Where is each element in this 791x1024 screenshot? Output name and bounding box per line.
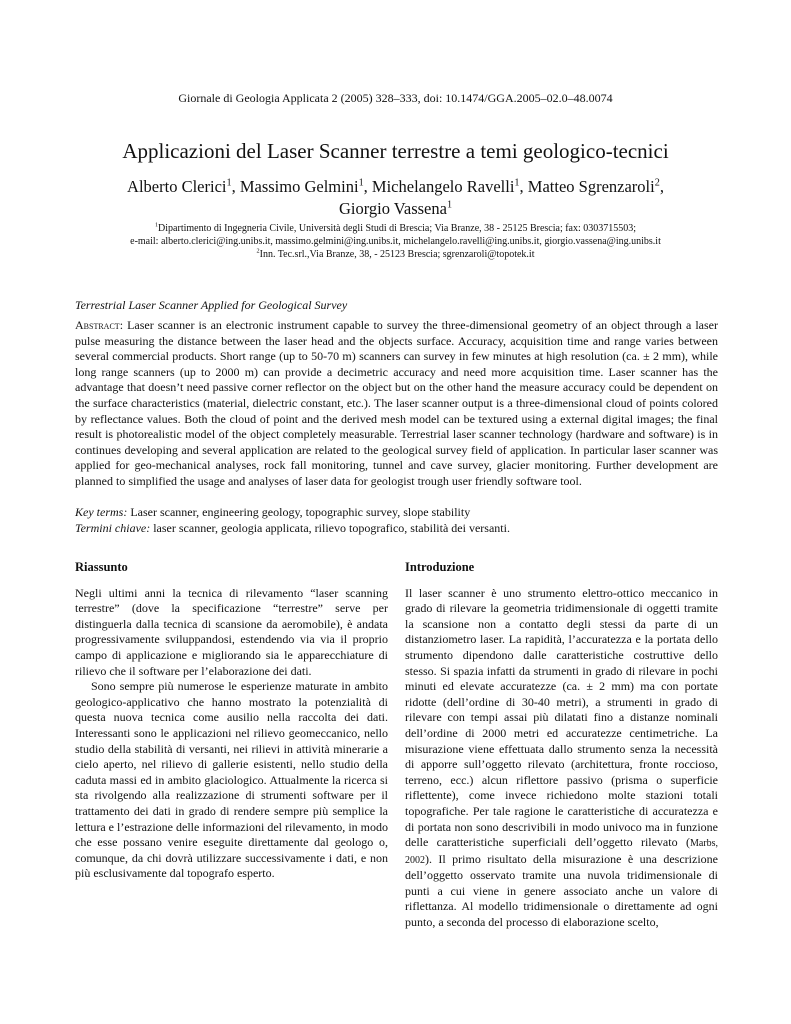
author-name: Giorgio Vassena (338, 199, 447, 218)
author-affil-mark: 1 (446, 199, 453, 211)
author-list (60, 176, 731, 220)
author-separator: , (363, 177, 372, 196)
paragraph-text: ). Il primo risultato della misurazione è una descrizione dell’oggetto osservato tramite una nuvola tridimensionale di punti a cui viene in genere associato anche un valore di riflettanza. Al modello tridimensionale o direttamente ad ogni punto, a seconda del processo di elaborazione scelto, (405, 851, 718, 930)
author-name: Alberto Clerici (127, 177, 227, 196)
author-affil-mark: 1 (226, 177, 232, 189)
author-separator: , (659, 177, 664, 196)
author-name: Massimo Gelmini (239, 177, 359, 196)
author-separator: , (231, 177, 240, 196)
riassunto-column (75, 560, 388, 882)
affiliation-line (40, 222, 751, 235)
author-affil-mark: 2 (654, 177, 660, 189)
journal-citation: Giornale di Geologia Applicata 2 (2005) 328–333, doi: 10.1474/GGA.2005–02.0–48.0074 (178, 91, 613, 105)
english-title: Terrestrial Laser Scanner Applied for Geological Survey (75, 298, 348, 312)
affiliation-line (40, 248, 751, 261)
section-heading: Riassunto (75, 560, 128, 574)
key-terms-value: Laser scanner, engineering geology, topographic survey, slope stability (130, 505, 471, 519)
author-name: Michelangelo Ravelli (371, 177, 515, 196)
affiliation-text: Inn. Tec.srl.,Via Branze, 38, - 25123 Brescia; sgrenzaroli@topotek.it (259, 249, 535, 260)
affiliation-mark: 2 (256, 247, 260, 255)
paper-title: Applicazioni del Laser Scanner terrestre a temi geologico-tecnici (122, 139, 669, 163)
affiliations (40, 222, 751, 261)
affiliation-text: Dipartimento di Ingegneria Civile, Università degli Studi di Brescia; Via Branze, 38 - 25125 Brescia; fax: 0303715503; (158, 223, 637, 234)
author-name: Matteo Sgrenzaroli (527, 177, 655, 196)
citation: Marbs, 2002 (405, 838, 718, 866)
author-separator: , (519, 177, 528, 196)
termini-chiave-label: Termini chiave: (75, 520, 151, 535)
author-affil-mark: 1 (514, 177, 520, 189)
introduzione-column (405, 560, 718, 931)
key-terms (75, 505, 718, 521)
abstract: Abstract: Laser scanner is an electronic instrument capable to survey the three-dimensional geometry of an object through a laser pulse measuring the distance between the laser head and the objects surface. Accuracy, acquisition time and range varies between several commercial products. Short range (up to 50-70 m) scanners can survey in few minutes at high resolution (ca. ± 2 mm), while long range scanners (up to 2000 m) can provide a decimetric accuracy and need more acquisition time. Laser scanner has the advantage that doesn’t need passive corner reflector on the object but on the other hand the measure accuracy could be dependent on the surface characteristics (material, dielectric constant, etc.). The laser scanner output is a three-dimensional cloud of points colored by reflectance values. Both the cloud of point and the derived mesh model can be textured using a external digital images; the final result is photorealistic model of the object completely measurable. Terrestrial laser scanner technology (hardware and software) is in continues developing and several application are related to the geological survey field of application. In particular laser scanner was applied for geo-mechanical analyses, rock fall monitoring, tunnel and cave survey, glacier monitoring. Further development are planned to simplified the usage and analyses of laser data for geologist trough user friendly software tool. (75, 318, 718, 488)
abstract-text: Laser scanner is an electronic instrument capable to survey the three-dimensional geometry of an object through a laser pulse measuring the distance between the laser head and the objects surface. Accuracy, acquisition time and range varies between several commercial products. Short range (up to 50-70 m) scanners can survey in few minutes at high resolution (ca. ± 2 mm), while long range scanners (up to 2000 m) can provide a decimetric accuracy and need more acquisition time. Laser scanner has the advantage that doesn’t need passive corner reflector on the object but on the other hand the measure accuracy could be dependent on the surface characteristics (material, dielectric constant, etc.). The laser scanner output is a three-dimensional cloud of points colored by reflectance values. Both the cloud of point and the derived mesh model can be textured using a external digital images; the final result is photorealistic model of the object completely measurable. Terrestrial laser scanner technology (hardware and software) is in continues developing and several application are related to the geological survey field of application. In particular laser scanner was applied for geo-mechanical analyses, rock fall monitoring, tunnel and cave survey, glacier monitoring. Further development are planned to simplified the usage and analyses of laser data for geologist trough user friendly software tool. (75, 318, 718, 488)
affiliation-mark: 1 (154, 221, 159, 229)
paragraph (405, 586, 718, 931)
keywords (75, 505, 718, 536)
section-heading: Introduzione (405, 560, 475, 574)
key-terms-label: Key terms: (75, 505, 128, 519)
paragraph: Sono sempre più numerose le esperienze maturate in ambito geologico-applicativo che hanno mostrato la potenzialità di questa nuova tecnica come ausilio nella raccolta dei dati. Interessanti sono le applicazioni nel rilievo geomeccanico, nello studio della stabilità di versanti, nei rilievi in attività minerarie a cielo aperto, nel rilievo di gallerie esistenti, nello studio della caduta massi ed in ambito glaciologico. Attualmente la ricerca si sta rivolgendo alla realizzazione di strumenti software per il trattamento dei dati in grado di rendere sempre più semplice la lettura e l’estrazione delle informazioni del rilevamento, in modo che esse possano venire eseguite direttamente dal geologo o, comunque, da chi dovrà utilizzare successivamente i dati, e non più esclusivamente dal topografo esperto. (75, 679, 388, 881)
author-affil-mark: 1 (358, 177, 364, 189)
paragraph-text: Il laser scanner è uno strumento elettro-ottico meccanico in grado di rilevare la geometria tridimensionale di oggetti tramite la scansione non a contatto degli stessi da parte di un distanziometro laser. La rapidità, l’accuratezza e la portata dello strumento dipendono dalle caratteristiche costruttive dello stesso. Si spazia infatti da strumenti in grado di rilevare in pochi minuti ed elevate accuratezze (ca. ± 2 mm) ma con portate ridotte (dell’ordine di 30-40 metri), a strumenti in grado di rilevare con tempi assai più dilatati fino a distanze nominali dell’ordine di 2000 metri ed accuratezze centimetriche. La misurazione viene effettuata dallo strumento senza la necessità di apporre sull’oggetto rilevato (architettura, fronte roccioso, terreno, ecc.) alcun riflettore passivo (prisma o superficie riflettente), come invece richiedono molte stazioni totali topografiche. Per tale ragione le caratteristiche di accuratezza e di portata non sono descrivibili in modo univoco ma in funzione delle caratteristiche superficiali dell’oggetto rilevato ( (405, 585, 718, 850)
abstract-label: Abstract (75, 318, 120, 332)
paragraph: Negli ultimi anni la tecnica di rilevamento “laser scanning terrestre” (dove la specificazione “terrestre” serve per distinguerla dalla tecnica di scansione da aeromobile), è andata progressivamente sviluppandosi, estendendo via via il proprio campo di applicazione e migliorando sia le apparecchiature di rilievo che il software per l’elaborazione dei dati. (75, 585, 388, 678)
termini-chiave (75, 521, 718, 537)
email-line: e-mail: alberto.clerici@ing.unibs.it, massimo.gelmini@ing.unibs.it, michelangelo.ravelli@ing.unibs.it, giorgio.vassena@ing.unibs.it (130, 236, 661, 247)
termini-chiave-value: laser scanner, geologia applicata, rilievo topografico, stabilità dei versanti. (153, 520, 510, 535)
